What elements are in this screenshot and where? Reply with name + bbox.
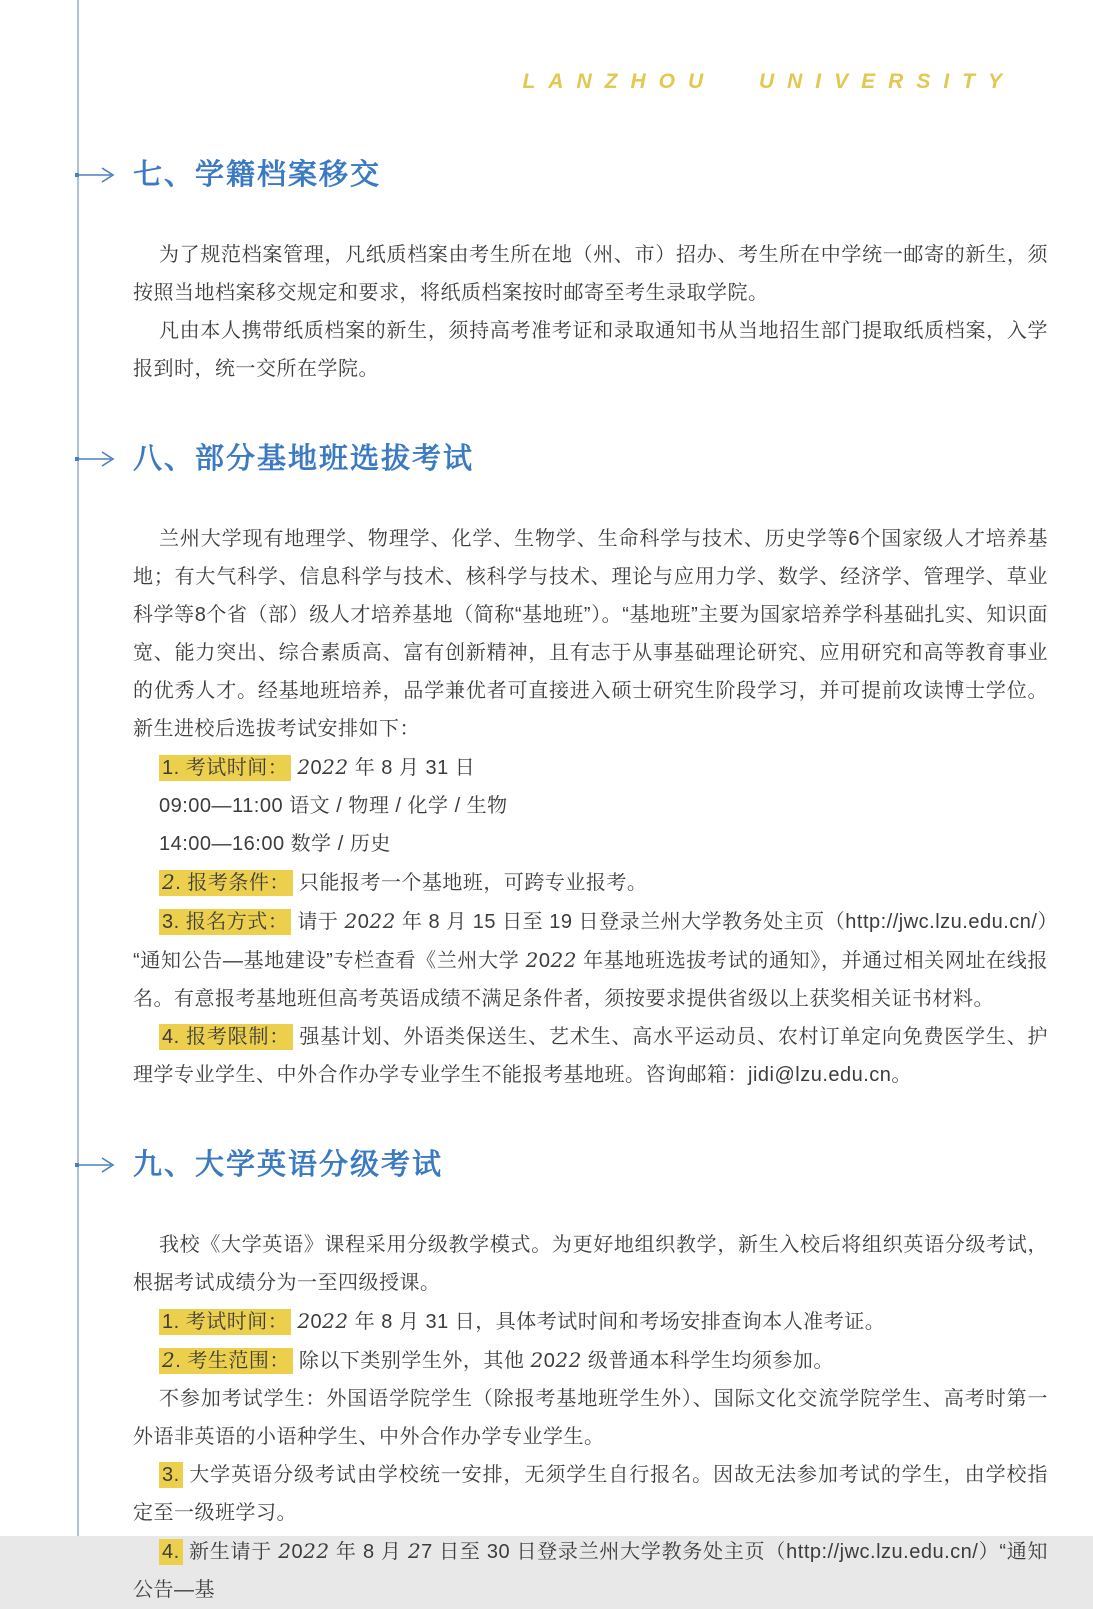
paragraph: [133, 863, 1048, 902]
text-run: 强基计划、外语类保送生、艺术生、高水平运动员、农村订单定向免费医学生、护理学专业学生、中外合作办学专业学生不能报考基地班。咨询邮箱：jidi@lzu.edu.cn。: [133, 1026, 1048, 1086]
highlight-label: 4.: [159, 1539, 183, 1565]
stylized-digit-2: 2: [550, 948, 564, 972]
section-body: [133, 1226, 1048, 1609]
section-body: [133, 520, 1048, 1094]
stylized-digit-2: 2: [335, 755, 349, 779]
stylized-digit-2: 2: [316, 1539, 330, 1563]
paragraph: [133, 1341, 1048, 1380]
text-run: 为了规范档案管理，凡纸质档案由考生所在地（州、市）招办、考生所在中学统一邮寄的新生，须按照当地档案移交规定和要求，将纸质档案按时邮寄至考生录取学院。: [133, 244, 1048, 304]
stylized-digit-2: 2: [407, 1539, 422, 1563]
arrow-right-icon: [75, 448, 121, 470]
paragraph: [133, 312, 1048, 388]
section-student-file-transfer: [133, 156, 1048, 388]
paragraph: [133, 1380, 1048, 1456]
arrow-right-icon: [75, 164, 121, 186]
text-run: 请于 2022 年 8 月 15 日至 19 日登录兰州大学教务处主页（http://jwc.lzu.edu.cn/）“通知公告—基地建设”专栏查看《兰州大学 2022 年基地班选拔考试的通知》，并通过相关网址在线报名。有意报考基地班但高考英语成绩不满足条件者，须按要求提供省级以上获奖相关证书材料。: [133, 909, 1048, 1010]
paragraph: [133, 902, 1048, 1018]
stylized-digit-2: 2: [297, 1309, 311, 1333]
paragraph: [133, 1456, 1048, 1532]
stylized-digit-2: 2: [278, 1539, 292, 1563]
document-content: [133, 156, 1048, 1609]
paragraph: [133, 787, 1048, 825]
text-run: 只能报考一个基地班，可跨专业报考。: [292, 872, 648, 894]
text-run: 新生请于 2022 年 8 月 27 日至 30 日登录兰州大学教务处主页（http://jwc.lzu.edu.cn/）“通知公告—基: [133, 1539, 1048, 1601]
paragraph: [133, 1226, 1048, 1302]
text-run: 我校《大学英语》课程采用分级教学模式。为更好地组织教学，新生入校后将组织英语分级考试，根据考试成绩分为一至四级授课。: [133, 1234, 1048, 1294]
stylized-digit-2: 2: [162, 1348, 176, 1372]
paragraph: [133, 748, 1048, 787]
paragraph: [133, 520, 1048, 748]
paragraph: [133, 1532, 1048, 1609]
stylized-digit-2: 2: [335, 1309, 349, 1333]
text-run: 大学英语分级考试由学校统一安排，无须学生自行报名。因故无法参加考试的学生，由学校指定至一级班学习。: [133, 1464, 1048, 1524]
stylized-digit-2: 2: [530, 1348, 544, 1372]
stylized-digit-2: 2: [563, 948, 577, 972]
section-title: 九、大学英语分级考试: [133, 1149, 444, 1181]
highlight-label: 4. 报考限制：: [159, 1024, 293, 1050]
text-run: 14:00—16:00 数学 / 历史: [159, 833, 391, 855]
section-heading-row: [133, 1146, 1048, 1184]
section-body: [133, 236, 1048, 388]
highlight-label: 1. 考试时间：: [159, 1309, 291, 1335]
text-run: 兰州大学现有地理学、物理学、化学、生物学、生命科学与技术、历史学等6个国家级人才培养基地；有大气科学、信息科学与技术、核科学与技术、理论与应用力学、数学、经济学、管理学、草业科学等8个省（部）级人才培养基地（简称“基地班”）。“基地班”主要为国家培养学科基础扎实、知识面宽、能力突出、综合素质高、富有创新精神，且有志于从事基础理论研究、应用研究和高等教育事业的优秀人才。经基地班培养，品学兼优者可直接进入硕士研究生阶段学习，并可提前攻读博士学位。新生进校后选拔考试安排如下：: [133, 528, 1048, 740]
arrow-right-icon: [75, 1154, 121, 1176]
stylized-digit-2: 2: [303, 1539, 317, 1563]
highlight-label: 1. 考试时间：: [159, 755, 291, 781]
text-run: 2022 年 8 月 31 日: [297, 755, 476, 779]
section-base-class-selection-exam: [133, 440, 1048, 1094]
stylized-digit-2: 2: [382, 909, 396, 933]
university-brand: LANZHOU UNIVERSITY: [522, 70, 1015, 93]
section-heading-row: [133, 440, 1048, 478]
highlight-label: 3.: [159, 1462, 183, 1488]
text-run: 2022 年 8 月 31 日，具体考试时间和考场安排查询本人准考证。: [297, 1309, 886, 1333]
stylized-digit-2: 2: [369, 909, 383, 933]
stylized-digit-2: 2: [162, 870, 176, 894]
text-run: 除以下类别学生外，其他 2022 级普通本科学生均须参加。: [292, 1348, 834, 1372]
paragraph: [133, 1302, 1048, 1341]
section-english-placement-exam: [133, 1146, 1048, 1609]
left-vertical-rule: [77, 0, 79, 1536]
stylized-digit-2: 2: [525, 948, 539, 972]
highlight-label: 2. 报考条件：: [159, 870, 293, 896]
highlight-label: 3. 报名方式：: [159, 909, 291, 935]
section-title: 七、学籍档案移交: [133, 159, 382, 191]
highlight-label: 2. 考生范围：: [159, 1348, 293, 1374]
paragraph: [133, 236, 1048, 312]
paragraph: [133, 1018, 1048, 1094]
text-run: 09:00—11:00 语文 / 物理 / 化学 / 生物: [159, 795, 508, 817]
stylized-digit-2: 2: [344, 909, 358, 933]
section-heading-row: [133, 156, 1048, 194]
text-run: 不参加考试学生：外国语学院学生（除报考基地班学生外）、国际文化交流学院学生、高考时第一外语非英语的小语种学生、中外合作办学专业学生。: [133, 1388, 1048, 1448]
stylized-digit-2: 2: [555, 1348, 569, 1372]
stylized-digit-2: 2: [322, 1309, 336, 1333]
stylized-digit-2: 2: [568, 1348, 582, 1372]
text-run: 凡由本人携带纸质档案的新生，须持高考准考证和录取通知书从当地招生部门提取纸质档案，入学报到时，统一交所在学院。: [133, 320, 1048, 380]
stylized-digit-2: 2: [297, 755, 311, 779]
paragraph: [133, 825, 1048, 863]
section-title: 八、部分基地班选拔考试: [133, 443, 475, 475]
stylized-digit-2: 2: [322, 755, 336, 779]
